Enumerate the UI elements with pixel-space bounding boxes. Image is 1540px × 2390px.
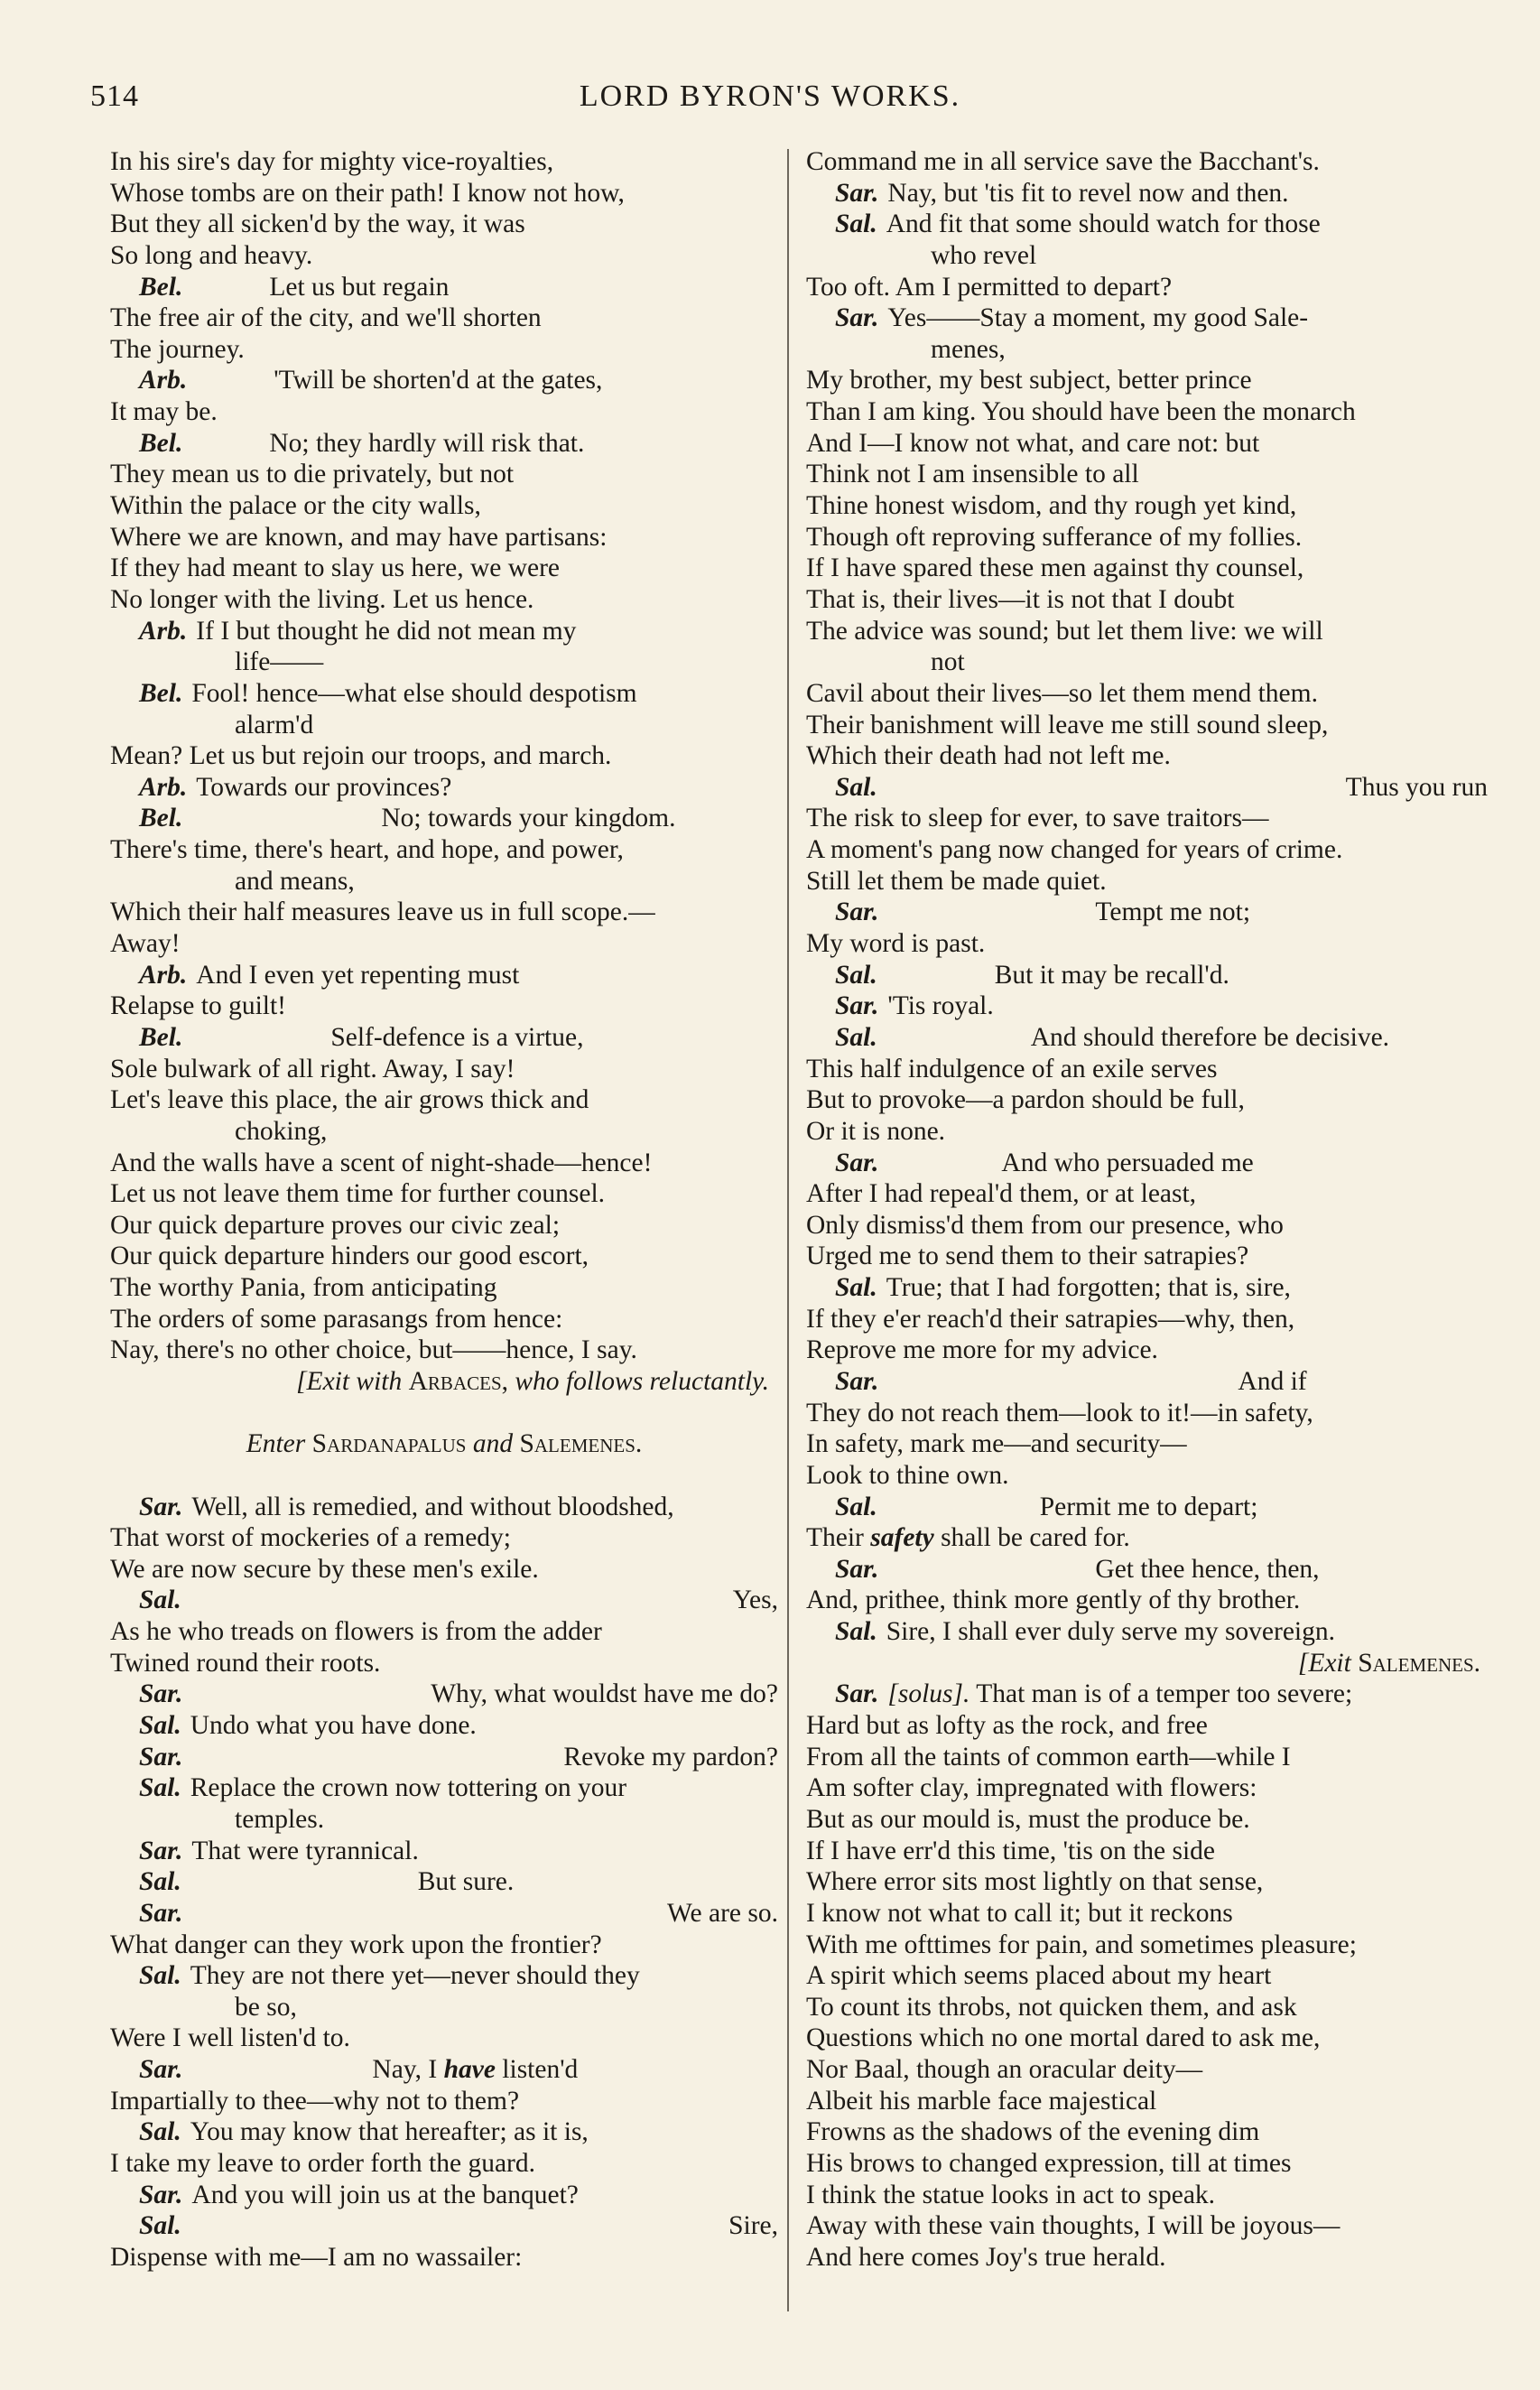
speech-line <box>110 678 778 710</box>
speech-text: And if <box>1238 1366 1307 1396</box>
speech-text: No; they hardly will risk that. <box>269 428 585 458</box>
speech-text: Sire, <box>728 2211 778 2241</box>
verse-line: The free air of the city, and we'll shorten <box>110 303 542 333</box>
speech-text: And I even yet repenting must <box>196 960 520 990</box>
speech-text: Revoke my pardon? <box>563 1742 778 1772</box>
verse-line: not <box>931 647 965 677</box>
verse-line: But to provoke—a pardon should be full, <box>806 1085 1245 1115</box>
verse-line: Our quick departure hinders our good escort, <box>110 1241 589 1271</box>
verse-line: The journey. <box>110 334 245 364</box>
speech-text: Permit me to depart; <box>1039 1492 1258 1521</box>
speech-line <box>110 1492 778 1523</box>
verse-line: Though oft reproving sufferance of my follies. <box>806 522 1303 552</box>
speech-line <box>110 1836 778 1867</box>
verse-line: Command me in all service save the Bacchant's. <box>806 147 1320 176</box>
verse-line: So long and heavy. <box>110 240 313 270</box>
speaker-label: Sal. <box>139 1586 181 1615</box>
verse-line: I know not what to call it; but it reckons <box>806 1898 1233 1928</box>
speaker-label: Arb. <box>139 960 188 990</box>
verse-line: But as our mould is, must the produce be. <box>806 1804 1250 1834</box>
verse-line: My word is past. <box>806 929 986 959</box>
speech-text: They are not there yet—never should they <box>190 1961 640 1991</box>
speech-line <box>110 428 778 460</box>
speaker-label: Bel. <box>139 428 183 458</box>
speaker-label: Bel. <box>139 1022 183 1052</box>
speech-line <box>806 1492 1488 1523</box>
verse-line: The orders of some parasangs from hence: <box>110 1304 563 1334</box>
verse-line: In his sire's day for mighty vice-royalties, <box>110 147 554 176</box>
speech-text: Sire, I shall ever duly serve my sovereign. <box>886 1617 1335 1647</box>
verse-line: Than I am king. You should have been the monarch <box>806 397 1356 427</box>
speech-text: Why, what wouldst have me do? <box>431 1679 778 1709</box>
speaker-label: Sal. <box>835 1617 877 1647</box>
verse-line: Which their death had not left me. <box>806 741 1171 771</box>
verse-line: That is, their lives—it is not that I doubt <box>806 584 1235 614</box>
speech-line <box>806 209 1488 240</box>
speech-line <box>110 1585 778 1616</box>
speaker-label: Sal. <box>835 1492 877 1521</box>
speech-text: True; that I had forgotten; that is, sire, <box>886 1273 1291 1303</box>
verse-line: Were I well listen'd to. <box>110 2023 350 2053</box>
verse-line: Where we are known, and may have partisans: <box>110 522 608 552</box>
speech-line <box>806 178 1488 209</box>
speaker-label: Sal. <box>835 1273 877 1303</box>
verse-line: If they e'er reach'd their satrapies—why, then, <box>806 1304 1295 1334</box>
speech-line <box>110 1022 778 1054</box>
speaker-label: Sar. <box>835 303 879 333</box>
verse-line: It may be. <box>110 397 218 427</box>
verse-line: I take my leave to order forth the guard. <box>110 2149 535 2178</box>
speech-line <box>806 1022 1488 1054</box>
speaker-label: Bel. <box>139 678 183 708</box>
verse-line: Whose tombs are on their path! I know not how, <box>110 178 625 208</box>
verse-line: Relapse to guilt! <box>110 991 286 1021</box>
verse-line: If I have spared these men against thy counsel, <box>806 553 1304 583</box>
verse-line: Nor Baal, though an oracular deity— <box>806 2055 1203 2085</box>
speaker-label: Sar. <box>835 991 879 1021</box>
verse-line: Am softer clay, impregnated with flowers: <box>806 1773 1257 1803</box>
stage-entrance: Enter Sardanapalus and Salemenes. <box>246 1429 643 1459</box>
speaker-label: Sal. <box>835 209 877 239</box>
speaker-label: Arb. <box>139 772 188 802</box>
speech-line <box>110 2180 778 2211</box>
speech-text: And who persuaded me <box>1001 1148 1254 1177</box>
verse-line: A spirit which seems placed about my heart <box>806 1961 1272 1991</box>
speech-text: Replace the crown now tottering on your <box>190 1773 627 1803</box>
speech-text: Get thee hence, then, <box>1095 1554 1320 1584</box>
speech-text: Thus you run <box>1345 772 1488 802</box>
speaker-label: Sal. <box>139 1773 181 1803</box>
speech-line <box>806 1554 1488 1586</box>
verse-line: They mean us to die privately, but not <box>110 460 515 489</box>
verse-line: Their banishment will leave me still sound sleep, <box>806 710 1329 739</box>
verse-line: Still let them be made quiet. <box>806 866 1107 896</box>
speech-line <box>806 1148 1488 1179</box>
speech-text: And should therefore be decisive. <box>1030 1022 1390 1052</box>
verse-line: Nay, there's no other choice, but——hence, I say. <box>110 1335 637 1365</box>
speaker-label: Sar. <box>139 2055 183 2085</box>
speaker-label: Sar. <box>835 1148 879 1177</box>
verse-line: That worst of mockeries of a remedy; <box>110 1523 511 1553</box>
speech-text: That man is of a temper too severe; <box>976 1679 1353 1709</box>
verse-line: If I have err'd this time, 'tis on the side <box>806 1836 1216 1865</box>
verse-line: And here comes Joy's true herald. <box>806 2242 1166 2272</box>
verse-line: Cavil about their lives—so let them mend them. <box>806 678 1318 708</box>
speech-text: Yes——Stay a moment, my good Sale- <box>887 303 1309 333</box>
speech-line <box>806 1272 1488 1304</box>
speech-text: Self-defence is a virtue, <box>330 1022 584 1052</box>
verse-line: Hard but as lofty as the rock, and free <box>806 1711 1208 1741</box>
stage-direction: [Exit Salemenes. <box>1297 1648 1480 1678</box>
verse-line: Thine honest wisdom, and thy rough yet kind, <box>806 491 1297 521</box>
speaker-label: Sar. <box>139 1679 183 1709</box>
verse-line: Let us not leave them time for further counsel. <box>110 1179 606 1209</box>
speaker-label: Sal. <box>139 1961 181 1991</box>
speech-line <box>110 1742 778 1773</box>
speech-line <box>806 960 1488 991</box>
speech-text: Yes, <box>732 1586 778 1615</box>
verse-line: Where error sits most lightly on that sense, <box>806 1867 1264 1897</box>
speech-line <box>806 897 1488 928</box>
verse-line: Albeit his marble face majestical <box>806 2086 1157 2116</box>
verse-line: They do not reach them—look to it!—in safety, <box>806 1398 1313 1427</box>
verse-line: And the walls have a scent of night-shade—hence! <box>110 1148 653 1177</box>
verse-line: The risk to sleep for ever, to save traitors— <box>806 804 1269 833</box>
speaker-label: Sal. <box>139 2117 181 2147</box>
speech-line: Sar. [solus]. That man is of a temper too severe; <box>835 1679 1353 1709</box>
speech-line: Sar. Nay, I have listen'd <box>139 2055 579 2085</box>
verse-line: be so, <box>235 1992 297 2022</box>
speaker-label: Arb. <box>139 366 188 395</box>
verse-line: Away! <box>110 929 181 959</box>
left-column <box>110 146 778 2274</box>
speaker-label: Sal. <box>139 1711 181 1741</box>
speech-line <box>110 365 778 396</box>
speaker-label: Sar. <box>139 2180 183 2209</box>
speaker-label: Arb. <box>139 616 188 646</box>
verse-line: Too oft. Am I permitted to depart? <box>806 272 1173 302</box>
verse-line: As he who treads on flowers is from the adder <box>110 1617 602 1647</box>
speech-text: And fit that some should watch for those <box>886 209 1321 239</box>
speaker-label: Sar. <box>139 1742 183 1772</box>
verse-line: After I had repeal'd them, or at least, <box>806 1179 1197 1209</box>
verse-line: Within the palace or the city walls, <box>110 491 481 521</box>
verse-line: Their safety shall be cared for. <box>806 1523 1130 1553</box>
speaker-label: Sar. <box>835 1554 879 1584</box>
speech-text: 'Twill be shorten'd at the gates, <box>274 366 603 395</box>
right-column <box>806 146 1488 2274</box>
verse-line: In safety, mark me—and security— <box>806 1429 1187 1459</box>
speaker-label: Sar. <box>835 897 879 927</box>
speech-line <box>110 1898 778 1930</box>
speech-text: Tempt me not; <box>1095 897 1251 927</box>
speech-text: Fool! hence—what else should despotism <box>191 678 637 708</box>
speech-text: And you will join us at the banquet? <box>191 2180 579 2209</box>
page-number: 514 <box>90 79 139 113</box>
speech-line <box>806 1616 1488 1648</box>
speech-line <box>110 803 778 834</box>
speaker-label: Sar. <box>835 178 879 208</box>
speech-text: 'Tis royal. <box>887 991 994 1021</box>
verse-line: From all the taints of common earth—while I <box>806 1742 1291 1772</box>
page-header <box>0 79 1540 125</box>
verse-line: Urged me to send them to their satrapies? <box>806 1241 1249 1271</box>
verse-line: My brother, my best subject, better prince <box>806 366 1252 395</box>
speech-line <box>110 2116 778 2148</box>
verse-line: Which their half measures leave us in full scope.— <box>110 897 655 927</box>
verse-line: Or it is none. <box>806 1116 946 1146</box>
verse-line: choking, <box>235 1116 328 1146</box>
speaker-label: Sal. <box>835 772 877 802</box>
speech-line <box>110 616 778 647</box>
verse-line: Reprove me more for my advice. <box>806 1335 1158 1365</box>
speech-text: Towards our provinces? <box>196 772 452 802</box>
verse-line: Dispense with me—I am no wassailer: <box>110 2242 523 2272</box>
verse-line: life—— <box>235 647 324 677</box>
verse-line: The advice was sound; but let them live: we will <box>806 616 1323 646</box>
speech-line <box>110 1710 778 1742</box>
speech-text: Let us but regain <box>269 272 450 302</box>
speaker-label: Sar. <box>835 1366 879 1396</box>
speech-line <box>110 272 778 303</box>
speaker-label: Sal. <box>139 2211 181 2241</box>
verse-line: There's time, there's heart, and hope, and power, <box>110 835 624 865</box>
verse-line: Frowns as the shadows of the evening dim <box>806 2117 1260 2147</box>
speech-text: But it may be recall'd. <box>994 960 1229 990</box>
speaker-label: Bel. <box>139 804 183 833</box>
speech-text: That were tyrannical. <box>191 1836 419 1865</box>
speaker-label: Sal. <box>139 1867 181 1897</box>
speech-text: We are so. <box>667 1898 778 1928</box>
verse-line: Think not I am insensible to all <box>806 460 1139 489</box>
speaker-label: Sal. <box>835 960 877 990</box>
speech-line <box>110 1679 778 1710</box>
speaker-label: Sar. <box>139 1898 183 1928</box>
verse-line: Away with these vain thoughts, I will be joyous— <box>806 2211 1341 2241</box>
verse-line: Only dismiss'd them from our presence, who <box>806 1210 1284 1240</box>
verse-line: Look to thine own. <box>806 1460 1009 1490</box>
speech-line <box>806 772 1488 804</box>
speaker-label: Sar. <box>139 1492 183 1521</box>
verse-line: Sole bulwark of all right. Away, I say! <box>110 1054 515 1083</box>
verse-line: Mean? Let us but rejoin our troops, and march. <box>110 741 612 771</box>
speaker-label: Bel. <box>139 272 183 302</box>
speech-line <box>806 1366 1488 1398</box>
speech-line <box>806 302 1488 334</box>
speech-line <box>110 960 778 991</box>
verse-line: And I—I know not what, and care not: but <box>806 428 1260 458</box>
verse-line: This half indulgence of an exile serves <box>806 1054 1218 1083</box>
speaker-label: Sar. <box>139 1836 183 1865</box>
verse-line: Our quick departure proves our civic zeal; <box>110 1210 561 1240</box>
column-divider <box>787 149 789 2311</box>
verse-line: Let's leave this place, the air grows thick and <box>110 1085 589 1115</box>
verse-line: and means, <box>235 866 355 896</box>
speech-line <box>110 1960 778 1992</box>
verse-line: temples. <box>235 1804 325 1834</box>
verse-line: Questions which no one mortal dared to ask me, <box>806 2023 1321 2053</box>
verse-line: The worthy Pania, from anticipating <box>110 1273 497 1303</box>
speech-line <box>110 1772 778 1804</box>
verse-line: If they had meant to slay us here, we were <box>110 553 561 583</box>
verse-line: What danger can they work upon the frontier? <box>110 1930 602 1959</box>
verse-line: A moment's pang now changed for years of crime. <box>806 835 1343 865</box>
verse-line: I think the statue looks in act to speak. <box>806 2180 1216 2209</box>
running-head: LORD BYRON'S WORKS. <box>579 79 961 113</box>
verse-line: No longer with the living. Let us hence. <box>110 584 534 614</box>
speech-line <box>110 772 778 804</box>
speech-line <box>806 990 1488 1022</box>
speech-line <box>110 1866 778 1898</box>
verse-line: And, prithee, think more gently of thy brother. <box>806 1586 1301 1615</box>
verse-line: But they all sicken'd by the way, it was <box>110 209 525 239</box>
verse-line: who revel <box>931 240 1037 270</box>
verse-line: Twined round their roots. <box>110 1648 381 1678</box>
speech-text: Undo what you have done. <box>190 1711 477 1741</box>
speech-text: No; towards your kingdom. <box>381 804 676 833</box>
speech-text: You may know that hereafter; as it is, <box>190 2117 589 2147</box>
speaker-label: Sal. <box>835 1022 877 1052</box>
speech-text: But sure. <box>417 1867 515 1897</box>
verse-line: Impartially to thee—why not to them? <box>110 2086 520 2116</box>
verse-line: alarm'd <box>235 710 314 739</box>
speech-text: If I but thought he did not mean my <box>196 616 577 646</box>
stage-direction: [Exit with Arbaces, who follows reluctantly. <box>296 1366 769 1396</box>
speech-text: Nay, but 'tis fit to revel now and then. <box>887 178 1289 208</box>
speech-text: Well, all is remedied, and without bloodshed, <box>191 1492 674 1521</box>
verse-line: To count its throbs, not quicken them, and ask <box>806 1992 1297 2022</box>
speech-line <box>110 2210 778 2242</box>
verse-line: With me ofttimes for pain, and sometimes pleasure; <box>806 1930 1357 1959</box>
verse-line: We are now secure by these men's exile. <box>110 1554 539 1584</box>
verse-line: menes, <box>931 334 1006 364</box>
verse-line: His brows to changed expression, till at times <box>806 2149 1292 2178</box>
speaker-label: Sar. <box>835 1679 879 1709</box>
